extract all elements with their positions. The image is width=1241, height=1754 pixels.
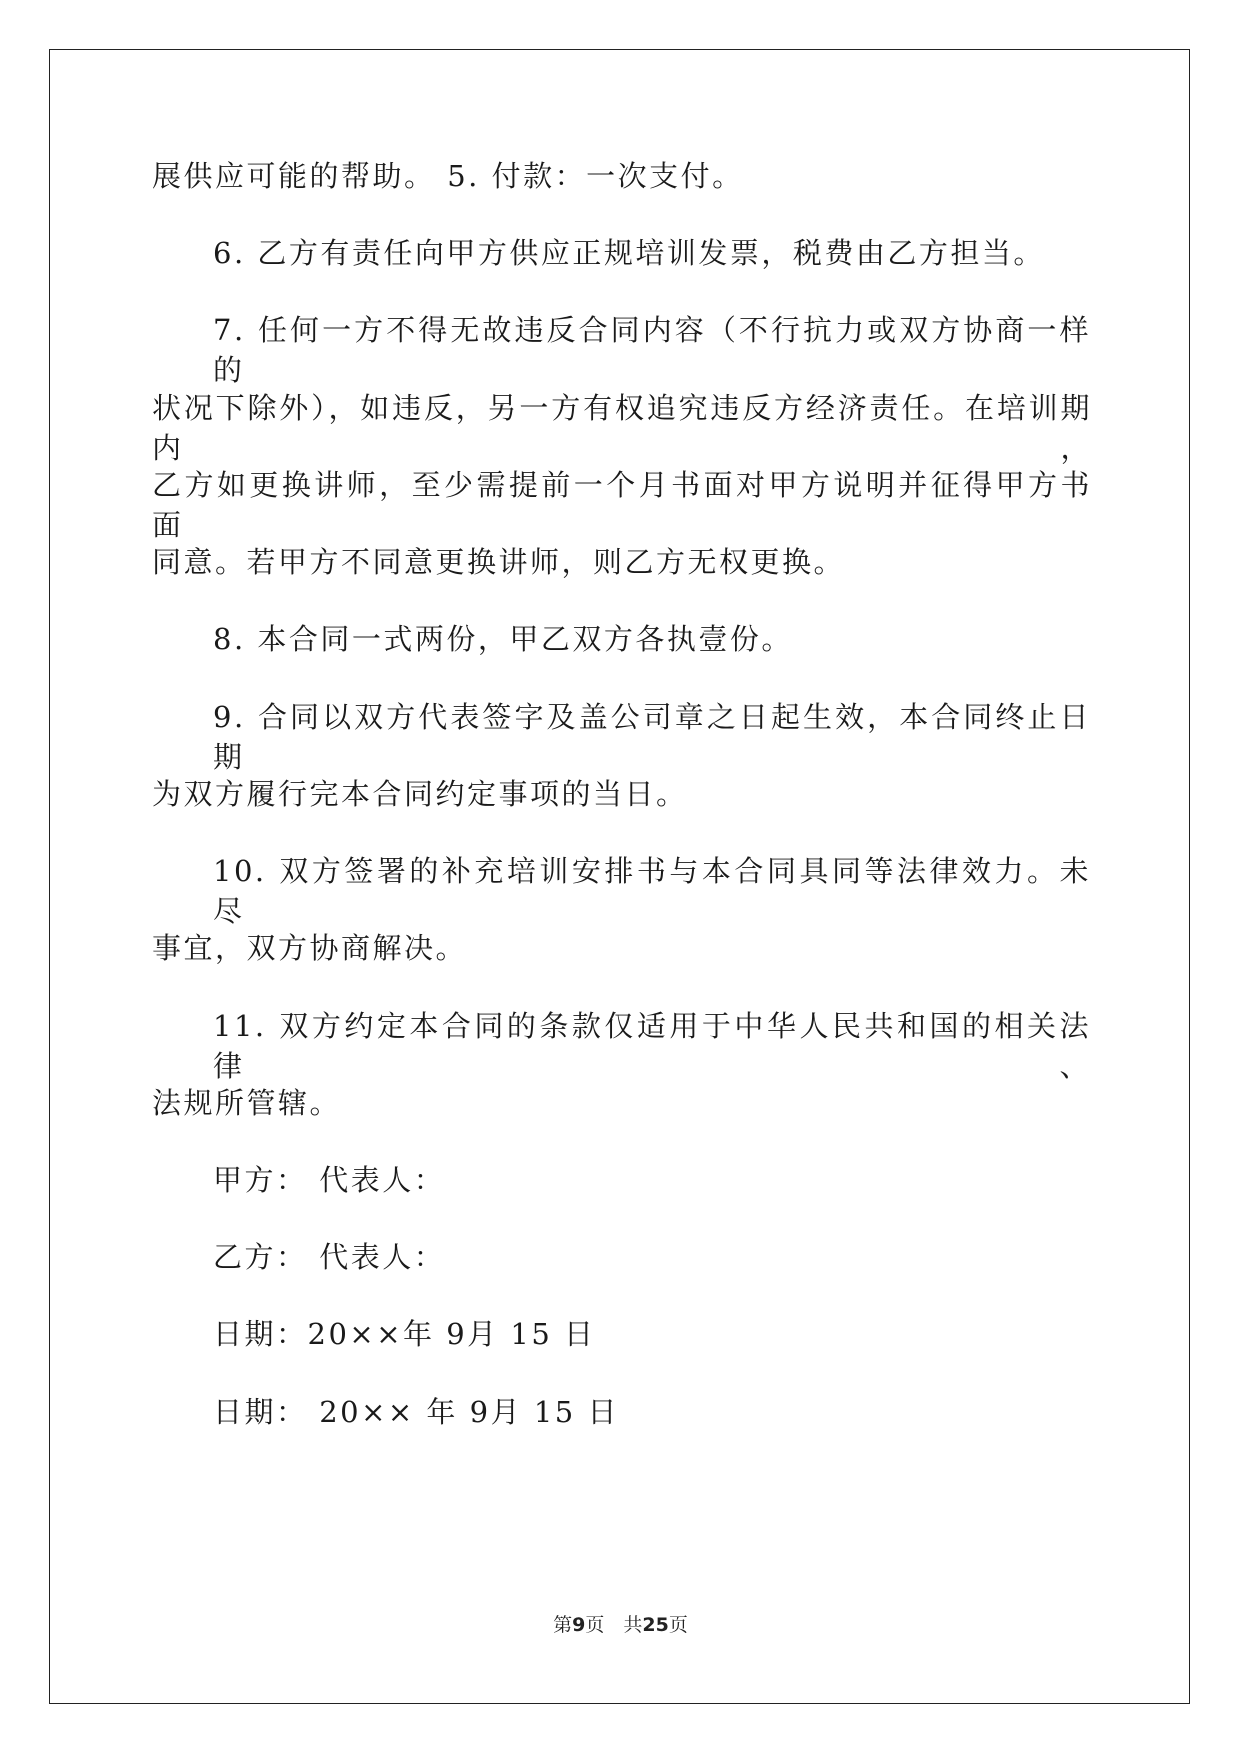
clause-10-line-2: 事宜，双方协商解决。 (152, 931, 468, 965)
date-line-2: 日期： 20×× 年 9月 15 日 (213, 1395, 619, 1429)
clause-11-line-2: 法规所管辖。 (152, 1086, 342, 1120)
clause-7-line-2: 状况下除外），如违反，另一方有权追究违反方经济责任。在培训期内， (152, 391, 1092, 465)
footer-suffix: 页 (668, 1614, 688, 1636)
clause-10-line-1: 10. 双方签署的补充培训安排书与本合同具同等法律效力。未尽 (213, 854, 1091, 928)
clause-9-line-1: 9. 合同以双方代表签字及盖公司章之日起生效，本合同终止日期 (213, 700, 1091, 774)
page-number: 9 (572, 1614, 586, 1636)
clause-9-line-2: 为双方履行完本合同约定事项的当日。 (152, 777, 688, 811)
party-b-signature: 乙方： 代表人： (213, 1240, 446, 1274)
paragraph-line-5-payment: 展供应可能的帮助。 5. 付款：一次支付。 (152, 159, 744, 193)
clause-6: 6. 乙方有责任向甲方供应正规培训发票，税费由乙方担当。 (213, 236, 1045, 270)
footer-mid: 页 共 (585, 1614, 643, 1636)
date-line-1: 日期：20××年 9月 15 日 (213, 1317, 596, 1351)
total-pages: 25 (642, 1614, 669, 1636)
clause-7-line-3: 乙方如更换讲师，至少需提前一个月书面对甲方说明并征得甲方书面 (152, 468, 1092, 542)
page-footer (0, 1612, 1241, 1638)
footer-prefix: 第 (553, 1614, 573, 1636)
party-a-signature: 甲方： 代表人： (213, 1163, 446, 1197)
clause-8: 8. 本合同一式两份，甲乙双方各执壹份。 (213, 622, 793, 656)
clause-11-line-1: 11. 双方约定本合同的条款仅适用于中华人民共和国的相关法律、 (213, 1009, 1091, 1083)
clause-7-line-4: 同意。若甲方不同意更换讲师，则乙方无权更换。 (152, 545, 846, 579)
clause-7-line-1: 7. 任何一方不得无故违反合同内容（不行抗力或双方协商一样的 (213, 313, 1091, 387)
